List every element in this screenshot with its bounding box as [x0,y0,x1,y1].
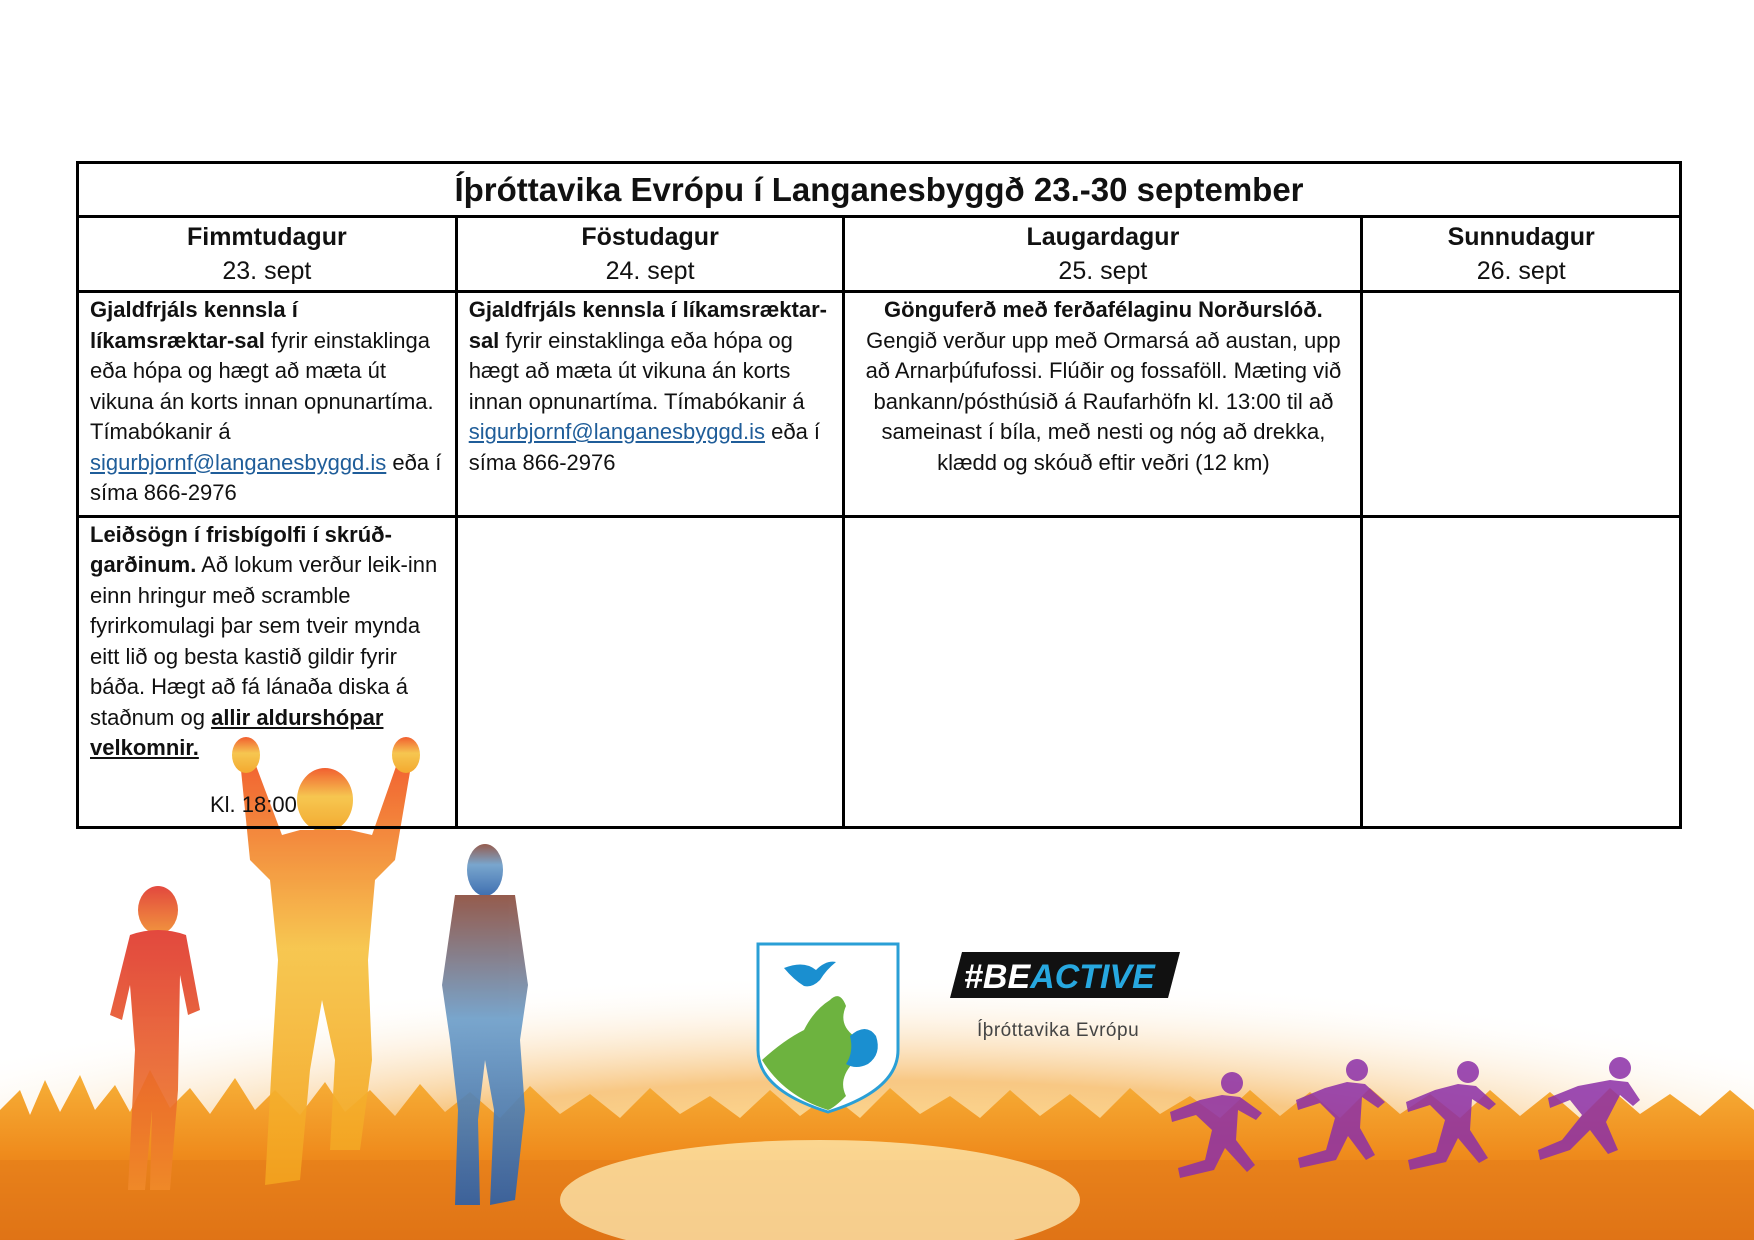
event-description: Að lokum verður leik-inn einn hringur með scramble fyrirkomulagi þar sem tveir mynda eitt lið og besta kastið gildir fyrir báða. Hægt að fá lánaða diska á staðnum og [90,552,438,730]
day-header-friday [456,217,844,292]
empty-cell [844,516,1362,828]
event-title: Leiðsögn í frisbígolfi í skrúð-garðinum. [90,521,392,577]
event-description: Gengið verður upp með Ormarsá að austan, upp að Arnarþúfufossi. Flúðir og fossaföll. Mæting við bankann/pósthúsið á Raufarhöfn kl. 13:00 til að sameinast í bíla, með nesti og nóg að drekka, klædd og skóuð eftir veðri (12 km) [865,327,1342,475]
day-name: Laugardagur [1026,223,1180,251]
svg-text:#BEACTIVE: #BEACTIVE [964,958,1155,996]
event-hike-saturday [844,292,1362,517]
event-gym-thursday [78,292,457,517]
event-contact: eða í síma 866-2976 [90,449,442,505]
schedule-table [76,161,1682,829]
event-title: Gjaldfrjáls kennsla í líkamsræktar-sal [90,297,298,353]
day-date: 25. sept [1058,257,1148,285]
event-title: Gönguferð með ferðafélaginu Norðurslóð. [884,297,1323,322]
empty-cell [1362,516,1681,828]
day-header-saturday [844,217,1362,292]
day-name: Sunnudagur [1447,223,1595,251]
event-welcome-note: allir aldurshópar velkomnir. [90,704,384,760]
event-frisbee-thursday [78,516,457,828]
empty-cell [456,516,844,828]
beactive-subtitle: Íþróttavika Evrópu [977,1020,1140,1041]
day-header-thursday [78,217,457,292]
day-name: Föstudagur [581,223,719,251]
beactive-logo [950,950,1180,1000]
event-contact: eða í síma 866-2976 [468,419,821,475]
day-header-sunday [1362,217,1681,292]
event-description: fyrir einstaklinga eða hópa og hægt að mæta út vikuna án korts innan opnunartíma. Tímabókanir á [468,327,805,414]
day-date: 26. sept [1476,257,1566,285]
langanesbyggd-shield-logo [754,940,902,1116]
empty-cell [1362,292,1681,517]
email-link[interactable]: sigurbjornf@langanesbyggd.is [90,449,387,475]
event-title: Gjaldfrjáls kennsla í líkamsræktar-sal [468,297,827,353]
day-name: Fimmtudagur [186,223,347,251]
day-date: 23. sept [222,257,312,285]
event-gym-friday [456,292,844,517]
schedule-title: Íþróttavika Evrópu í Langanesbyggð 23.-30 september [78,163,1681,217]
day-date: 24. sept [605,257,695,285]
event-description: fyrir einstaklinga eða hópa og hægt að mæta út vikuna án korts innan opnunartíma. Tímabókanir á [90,327,434,444]
event-time: Kl. 18:00 [210,791,297,817]
email-link[interactable]: sigurbjornf@langanesbyggd.is [468,419,765,444]
